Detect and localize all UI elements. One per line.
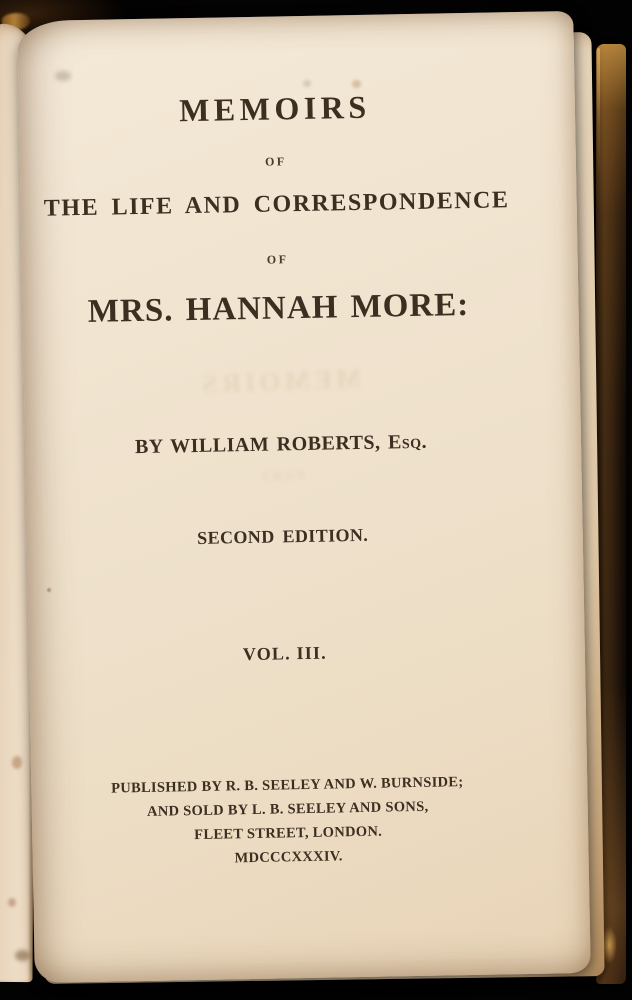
imprint-line-1: PUBLISHED BY R. B. SEELEY AND W. BURNSIDE; [110,774,464,797]
imprint-line-4: MDCCCXXXIV. [234,848,343,867]
author-byline: BY WILLIAM ROBERTS, Esq. [134,430,428,459]
of-separator-upper: OF [264,154,287,169]
show-through-title: MEMOIRS [197,363,362,400]
of-separator-lower: OF [266,252,289,267]
book-subject-title: MRS. HANNAH MORE: [87,286,470,330]
title-page [17,11,591,983]
volume-number: VOL. III. [242,642,328,665]
edition-statement: SECOND EDITION. [197,524,369,548]
book-subtitle: THE LIFE AND CORRESPONDENCE [43,187,510,222]
publisher-imprint [39,769,537,874]
imprint-line-2: AND SOLD BY L. B. SEELEY AND SONS, [146,798,429,820]
imprint-line-3: FLEET STREET, LONDON. [194,823,383,844]
book-title: MEMOIRS [178,88,371,129]
title-page-text-block [25,12,539,983]
show-through-text: PART [257,467,306,486]
